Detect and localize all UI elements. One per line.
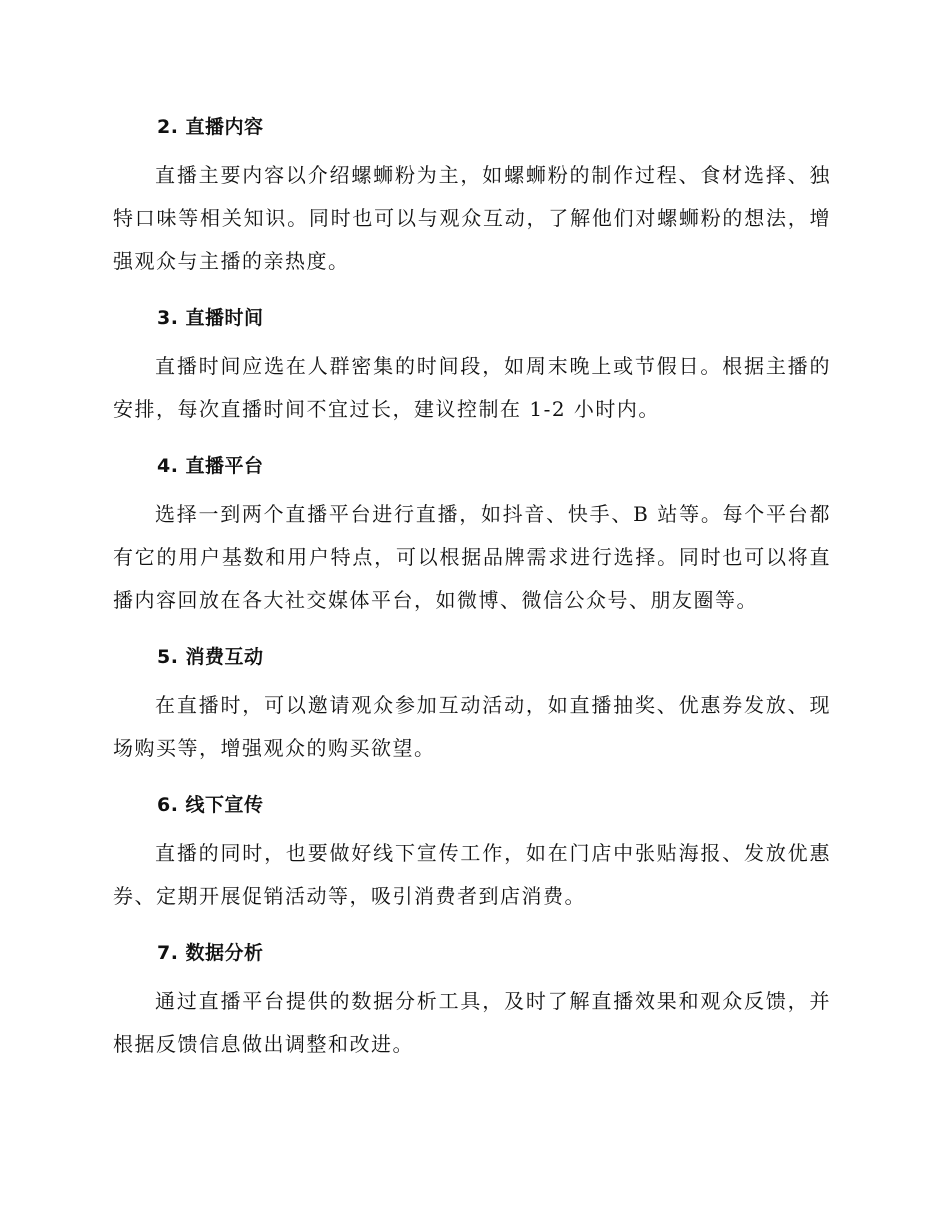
section-heading: 7. 数据分析 bbox=[157, 942, 264, 964]
section-heading: 2. 直播内容 bbox=[157, 116, 264, 138]
section-data-analysis bbox=[113, 934, 831, 1066]
section-live-time bbox=[113, 299, 831, 431]
section-heading: 6. 线下宣传 bbox=[157, 794, 264, 816]
section-consumer-interaction bbox=[113, 638, 831, 770]
section-paragraph: 直播的同时，也要做好线下宣传工作，如在门店中张贴海报、发放优惠券、定期开展促销活动等，吸引消费者到店消费。 bbox=[113, 841, 831, 908]
section-paragraph: 直播时间应选在人群密集的时间段，如周末晚上或节假日。根据主播的安排，每次直播时间不宜过长，建议控制在 1-2 小时内。 bbox=[113, 354, 831, 421]
section-live-platform bbox=[113, 447, 831, 622]
section-paragraph: 选择一到两个直播平台进行直播，如抖音、快手、B 站等。每个平台都有它的用户基数和用户特点，可以根据品牌需求进行选择。同时也可以将直播内容回放在各大社交媒体平台，如微博、微信公众号、朋友圈等。 bbox=[113, 502, 831, 612]
document-page bbox=[113, 108, 831, 1082]
section-heading: 3. 直播时间 bbox=[157, 307, 264, 329]
section-live-content bbox=[113, 108, 831, 283]
section-paragraph: 直播主要内容以介绍螺蛳粉为主，如螺蛳粉的制作过程、食材选择、独特口味等相关知识。同时也可以与观众互动，了解他们对螺蛳粉的想法，增强观众与主播的亲热度。 bbox=[113, 163, 831, 273]
section-heading: 4. 直播平台 bbox=[157, 455, 264, 477]
section-paragraph: 在直播时，可以邀请观众参加互动活动，如直播抽奖、优惠券发放、现场购买等，增强观众的购买欲望。 bbox=[113, 693, 831, 760]
section-paragraph: 通过直播平台提供的数据分析工具，及时了解直播效果和观众反馈，并根据反馈信息做出调整和改进。 bbox=[113, 989, 831, 1056]
section-offline-promotion bbox=[113, 786, 831, 918]
section-heading: 5. 消费互动 bbox=[157, 646, 264, 668]
